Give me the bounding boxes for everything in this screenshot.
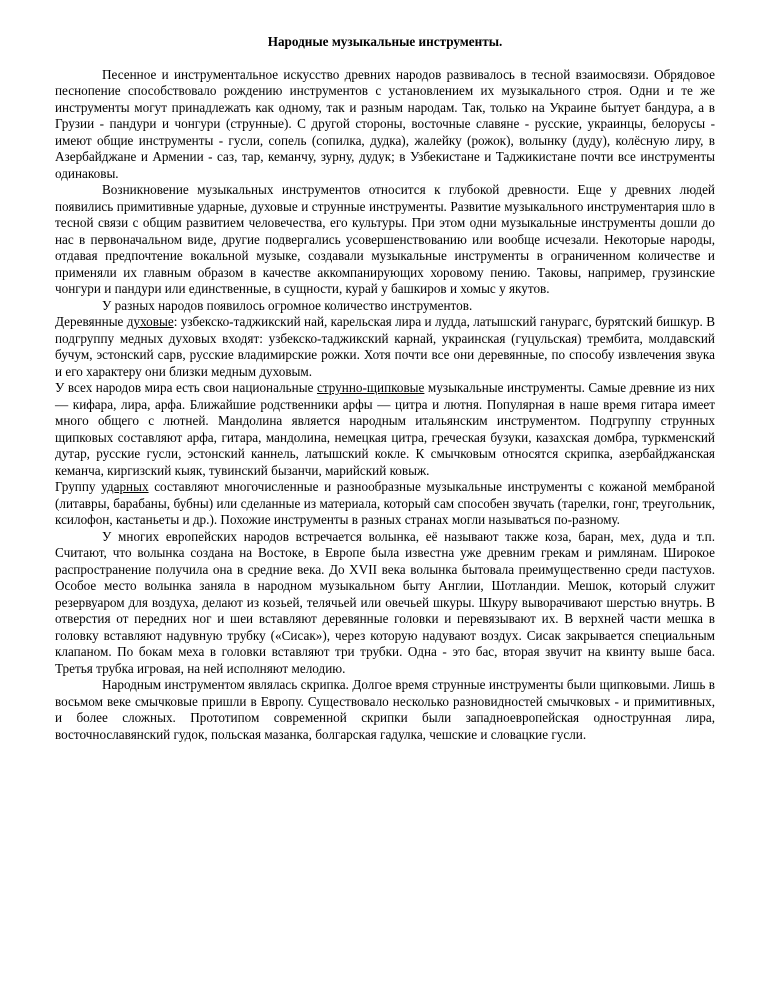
paragraph-3: У разных народов появилось огромное количество инструментов. xyxy=(102,297,473,313)
paragraph-5-rest: музыкальные инструменты. Самые древние из них — кифара, лира, арфа. Ближайшие родственники арфы — цитра и лютня. Популярная в наше время гитара имеет много общего с лютней. Мандолина является народным итальянским инструментом. Подгруппу струнных щипковых составляют арфа, гитара, мандолина, немецкая цитра, греческая бузуки, казахская домбра, туркменский дутар, русские гусли, эстонский каннель, латышский кокле. К смычковым относятся скрипка, азербайджанская кеманча, киргизский кыяк, тувинский бызанчи, марийский ковыж. xyxy=(55,380,716,478)
paragraph-2: Возникновение музыкальных инструментов относится к глубокой древности. Еще у древних людей появились примитивные ударные, духовые и струнные инструменты. Развитие музыкального инструментария шло в тесной связи с общим развитием человечества, его культуры. При этом одни музыкальные инструменты дошли до нас в первоначальном виде, другие подвергались усовершенствованию или вообще исчезали. Некоторые народы, отдавая предпочтение вокальной музыке, создавали музыкальные инструменты в ограниченном количестве и применяли их главным образом в качестве аккомпанирующих хоровому пению. Таковы, например, грузинские чонгури и пандури или единственные, в сущности, курай у башкиров и хомыс у якутов. xyxy=(55,182,715,296)
document-title: Народные музыкальные инструменты. xyxy=(267,34,503,49)
paragraph-6-rest: составляют многочисленные и разнообразные музыкальные инструменты с кожаной мембраной (литавры, барабаны, бубны) или сделанные из материала, который сам способен звучать (тарелки, гонг, треугольник, ксилофон, кастаньеты и др.). Похожие инструменты в разных странах могли называться по-разному. xyxy=(55,479,715,527)
paragraph-violin: Народным инструментом являлась скрипка. Долгое время струнные инструменты были щипковыми. Лишь в восьмом веке смычковые пришли в Европу. Существовало несколько разновидностей смычковых - и примитивных, и более сложных. Прототипом современной скрипки были западноевропейская однострунная лира, восточнославянский гудок, польская мазанка, болгарская гадулка, чешские и словацкие гусли. xyxy=(55,677,715,742)
paragraph-6-lead: Группу xyxy=(55,479,102,494)
paragraph-1: Песенное и инструментальное искусство древних народов развивалось в тесной взаимосвязи. Обрядовое песнопение способствовало рождению инструментов с установлением их музыкального строя. Одни и те же инструменты могут принадлежать как одному, так и разным народам. Так, только на Украине бытует бандура, а в Грузии - пандури и чонгури (струнные). С другой стороны, восточные славяне - русские, украинцы, белорусы - имеют общие инструменты - гусли, сопель (сопилка, дудка), жалейку (рожок), волынку (дуду), колёсную лиру, в Азербайджане и Армении - саз, тар, кеманчу, зурну, дудук; в Узбекистане и Таджикистане почти все инструменты одинаковы. xyxy=(55,66,715,181)
paragraph-percussion-instruments xyxy=(55,479,715,529)
paragraph-string-instruments xyxy=(55,380,715,479)
paragraph-5-lead: У всех народов мира есть свои национальные xyxy=(55,380,317,395)
paragraph-4-rest: : узбекско-таджикский най, карельская лира и лудда, латышский ганурагс, бурятский бишкур. В подгруппу медных духовых входят: узбекско-таджикский карнай, украинская (гуцульская) трембита, молдавский бучум, эстонский сарв, русские владимирские рожки. Хотя почти все они деревянные, по способу извлечения звука и его характеру они близки медным духовым. xyxy=(55,314,715,379)
term-plucked-string: струнно-щипковые xyxy=(316,380,425,395)
paragraph-4-lead: Деревянные xyxy=(55,314,127,329)
term-wind: духовые xyxy=(126,314,174,329)
document-page xyxy=(55,34,715,743)
paragraph-bagpipe: У многих европейских народов встречается волынка, её называют также коза, баран, мех, дуда и т.п. Считают, что волынка создана на Востоке, в Европе была известна уже древним грекам и римлянам. Широкое распространение получила она в средние века. До XVII века волынка бытовала преимущественно среди пастухов. Особое место волынка заняла в народном музыкальном быту Англии, Шотландии. Мешок, который служит резервуаром для воздуха, делают из козьей, телячьей или овечьей шкуры. Шкуру выворачивают шерстью внутрь. В отверстия от передних ног и шеи вставляют деревянные головки и перевязывают их. В верхней части мешка в головку вставляют надувную трубку («Сисак»), через которую надувают воздух. Сисак закрывается специальным клапаном. По бокам меха в головки вставляют три трубки. Одна - это бас, вторая звучит на квинту выше баса. Третья трубка игровая, на ней исполняют мелодию. xyxy=(55,528,715,676)
paragraph-wind-instruments xyxy=(55,314,715,380)
term-percussion: ударных xyxy=(101,479,149,494)
